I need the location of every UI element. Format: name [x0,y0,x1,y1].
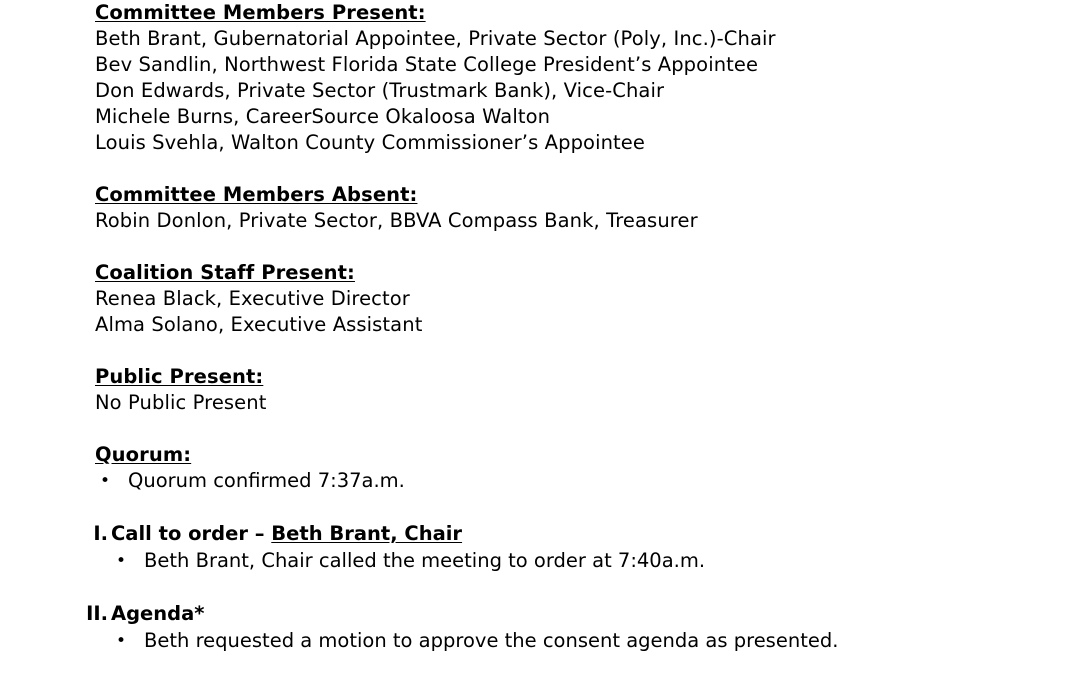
list-item [111,548,995,574]
staff-present-line: Renea Black, Executive Director [95,287,410,310]
agenda-item-2-title [111,602,204,625]
staff-present-line: Alma Solano, Executive Assistant [95,313,423,336]
section-spacer [95,234,995,260]
section-heading-quorum: Quorum: [95,443,192,466]
bullet-icon: • [100,471,111,491]
agenda-item-2 [86,600,995,628]
quorum-bullet-text: Quorum confirmed 7:37a.m. [128,469,405,492]
section-heading-public-present: Public Present: [95,365,264,388]
agenda-item-1-bullet-text: Beth Brant, Chair called the meeting to order at 7:40a.m. [144,549,706,572]
member-present-line: Beth Brant, Gubernatorial Appointee, Private Sector (Poly, Inc.)-Chair [95,27,776,50]
agenda-item-1-number: I. [93,522,108,545]
agenda-item-1-title-underlined: Beth Brant, Chair [271,522,463,545]
agenda-item-2-bullet-text: Beth requested a motion to approve the consent agenda as presented. [144,629,839,652]
member-present-line: Louis Svehla, Walton County Commissioner’s Appointee [95,131,645,154]
section-spacer [95,574,995,600]
section-spacer [95,416,995,442]
agenda-item-2-title-plain: Agenda* [111,602,205,625]
member-present-line: Michele Burns, CareerSource Okaloosa Walton [95,105,551,128]
section-heading-coalition-staff-present: Coalition Staff Present: [95,261,355,284]
section-heading-committee-members-absent: Committee Members Absent: [95,183,418,206]
agenda-item-1 [95,520,995,548]
section-heading-committee-members-present: Committee Members Present: [95,1,426,24]
agenda-item-1-title [111,522,462,545]
section-spacer [95,338,995,364]
agenda-item-1-title-plain: Call to order – [111,522,272,545]
document-body [86,0,995,654]
member-absent-line: Robin Donlon, Private Sector, BBVA Compass Bank, Treasurer [95,209,698,232]
public-present-line: No Public Present [95,391,267,414]
list-item [111,628,995,654]
section-spacer [95,494,995,520]
bullet-icon: • [116,551,127,571]
member-present-line: Bev Sandlin, Northwest Florida State College President’s Appointee [95,53,759,76]
bullet-icon: • [116,631,127,651]
list-item [95,468,995,494]
member-present-line: Don Edwards, Private Sector (Trustmark Bank), Vice-Chair [95,79,665,102]
agenda-item-2-number: II. [86,602,108,625]
section-spacer [95,156,995,182]
